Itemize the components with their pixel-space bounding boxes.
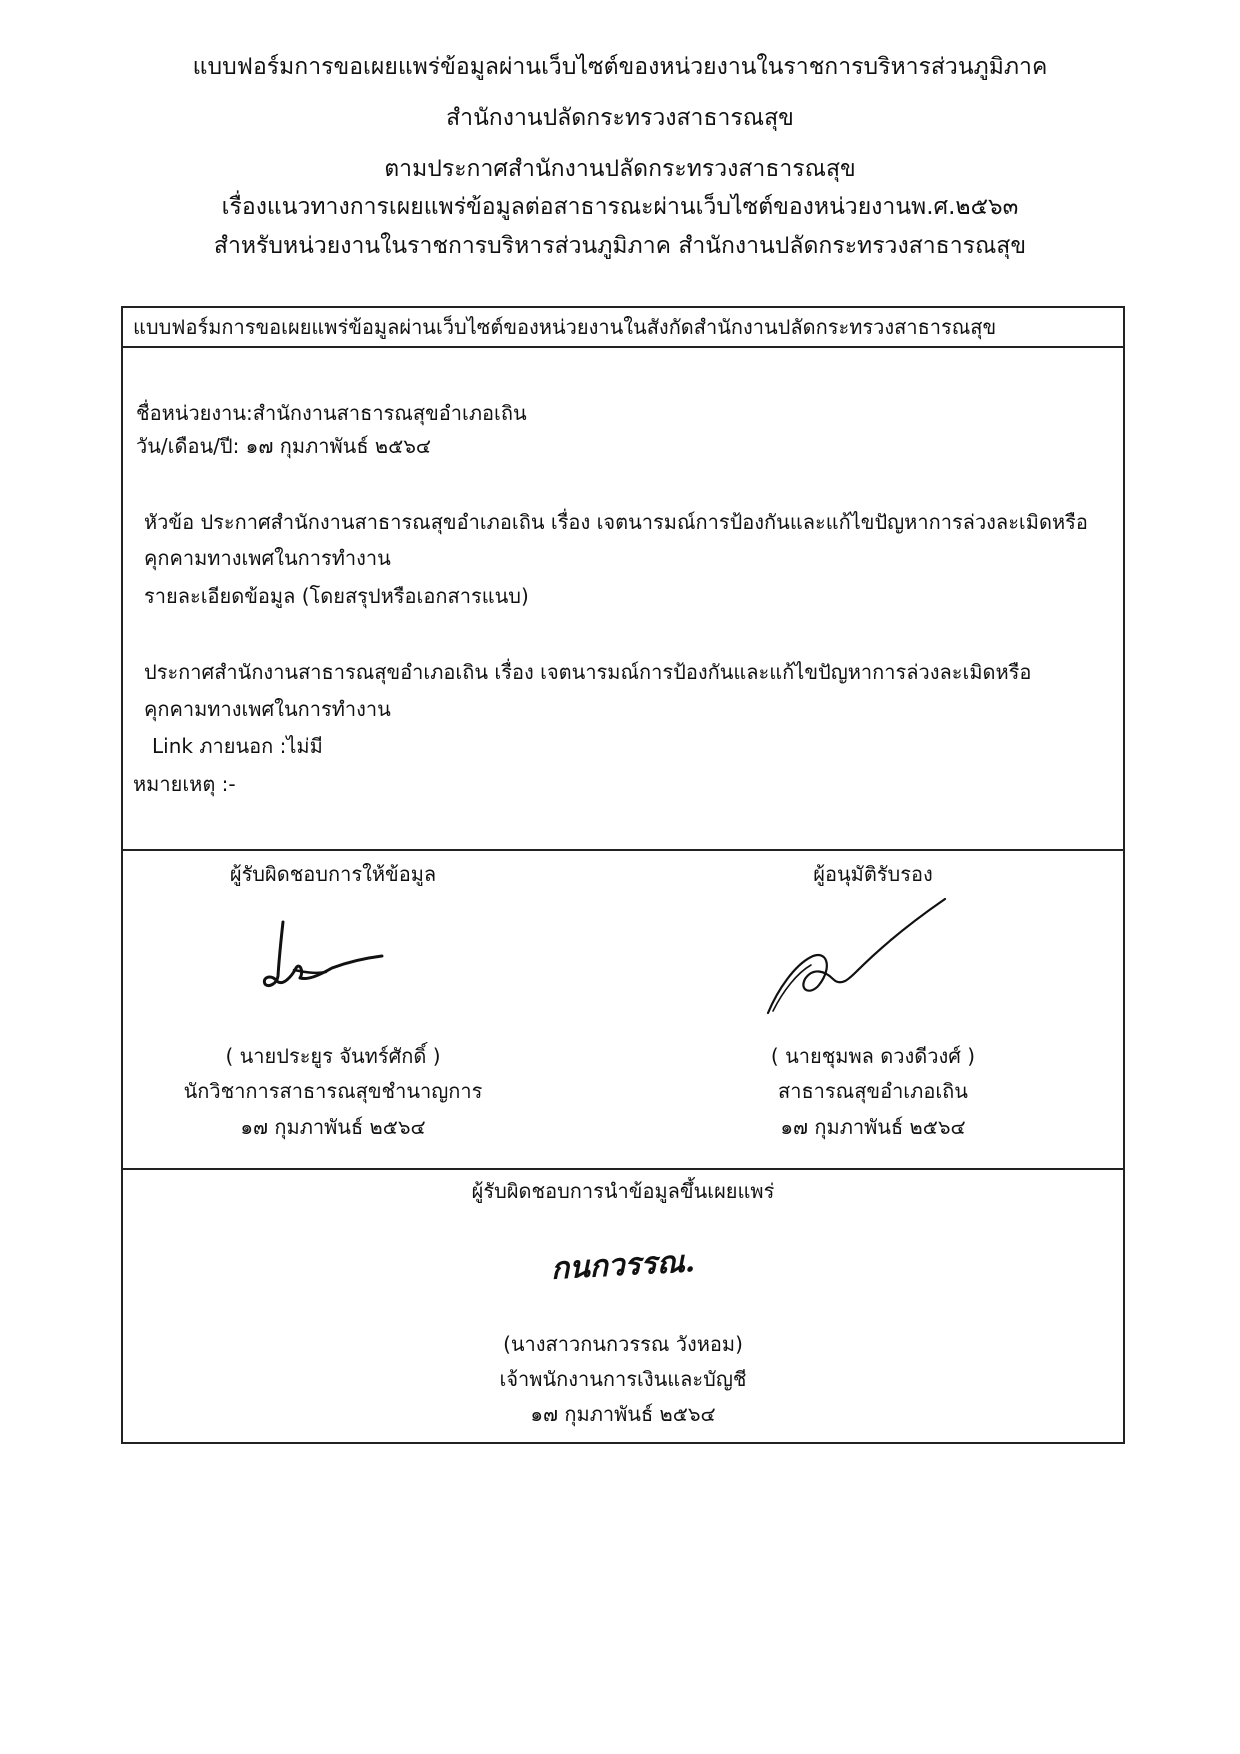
approver-heading: ผู้อนุมัติรับรอง: [813, 862, 933, 886]
publisher-position: เจ้าพนักงานการเงินและบัญชี: [499, 1367, 747, 1391]
detail-line-2: คุกคามทางเพศในการทำงาน: [144, 697, 391, 721]
header-line-3: ตามประกาศสำนักงานปลัดกระทรวงสาธารณสุข: [384, 156, 856, 182]
divider-signatures: [123, 849, 1123, 851]
request-form: [121, 306, 1125, 1444]
header-line-1: แบบฟอร์มการขอเผยแพร่ข้อมูลผ่านเว็บไซต์ของหน่วยงานในราชการบริหารส่วนภูมิภาค: [192, 54, 1048, 80]
approver-position: สาธารณสุขอำเภอเถิน: [778, 1079, 968, 1103]
approver-date: ๑๗ กุมภาพันธ์ ๒๕๖๔: [780, 1115, 966, 1139]
detail-label: รายละเอียดข้อมูล (โดยสรุปหรือเอกสารแนบ): [144, 584, 529, 608]
divider-title: [123, 346, 1123, 348]
responsible-name: ( นายประยูร จันทร์ศักดิ์ ): [225, 1044, 441, 1068]
header-line-4: เรื่องแนวทางการเผยแพร่ข้อมูลต่อสาธารณะผ่านเว็บไซต์ของหน่วยงานพ.ศ.๒๕๖๓: [221, 194, 1019, 220]
responsible-heading: ผู้รับผิดชอบการให้ข้อมูล: [229, 862, 437, 886]
external-link: Link ภายนอก :ไม่มี: [152, 734, 323, 758]
request-date: วัน/เดือน/ปี: ๑๗ กุมภาพันธ์ ๒๕๖๔: [136, 434, 432, 458]
form-title: แบบฟอร์มการขอเผยแพร่ข้อมูลผ่านเว็บไซต์ของหน่วยงานในสังกัดสำนักงานปลัดกระทรวงสาธารณสุข: [133, 315, 997, 339]
responsible-position: นักวิชาการสาธารณสุขชำนาญการ: [183, 1079, 483, 1103]
topic-line-1: หัวข้อ ประกาศสำนักงานสาธารณสุขอำเภอเถิน เรื่อง เจตนารมณ์การป้องกันและแก้ไขปัญหาการล่วงละเมิดหรือ: [144, 510, 1088, 534]
approver-name: ( นายชุมพล ดวงดีวงศ์ ): [770, 1044, 976, 1068]
remark: หมายเหตุ :-: [133, 772, 236, 796]
header-line-2: สำนักงานปลัดกระทรวงสาธารณสุข: [446, 105, 794, 131]
signature-responsible: [248, 918, 398, 998]
publisher-heading: ผู้รับผิดชอบการนำข้อมูลขึ้นเผยแพร่: [471, 1179, 775, 1203]
topic-line-2: คุกคามทางเพศในการทำงาน: [144, 546, 391, 570]
detail-line-1: ประกาศสำนักงานสาธารณสุขอำเภอเถิน เรื่อง เจตนารมณ์การป้องกันและแก้ไขปัญหาการล่วงละเมิดหรือ: [144, 660, 1032, 684]
unit-name: ชื่อหน่วยงาน:สำนักงานสาธารณสุขอำเภอเถิน: [136, 401, 527, 425]
publisher-name: (นางสาวกนกวรรณ วังหอม): [503, 1332, 743, 1356]
signature-approver: [753, 893, 953, 1023]
publisher-date: ๑๗ กุมภาพันธ์ ๒๕๖๔: [530, 1402, 716, 1426]
divider-publisher: [123, 1168, 1123, 1170]
signature-publisher: กนกวรรณ.: [550, 1244, 696, 1287]
responsible-date: ๑๗ กุมภาพันธ์ ๒๕๖๔: [240, 1115, 426, 1139]
header-line-5: สำหรับหน่วยงานในราชการบริหารส่วนภูมิภาค สำนักงานปลัดกระทรวงสาธารณสุข: [213, 233, 1027, 259]
